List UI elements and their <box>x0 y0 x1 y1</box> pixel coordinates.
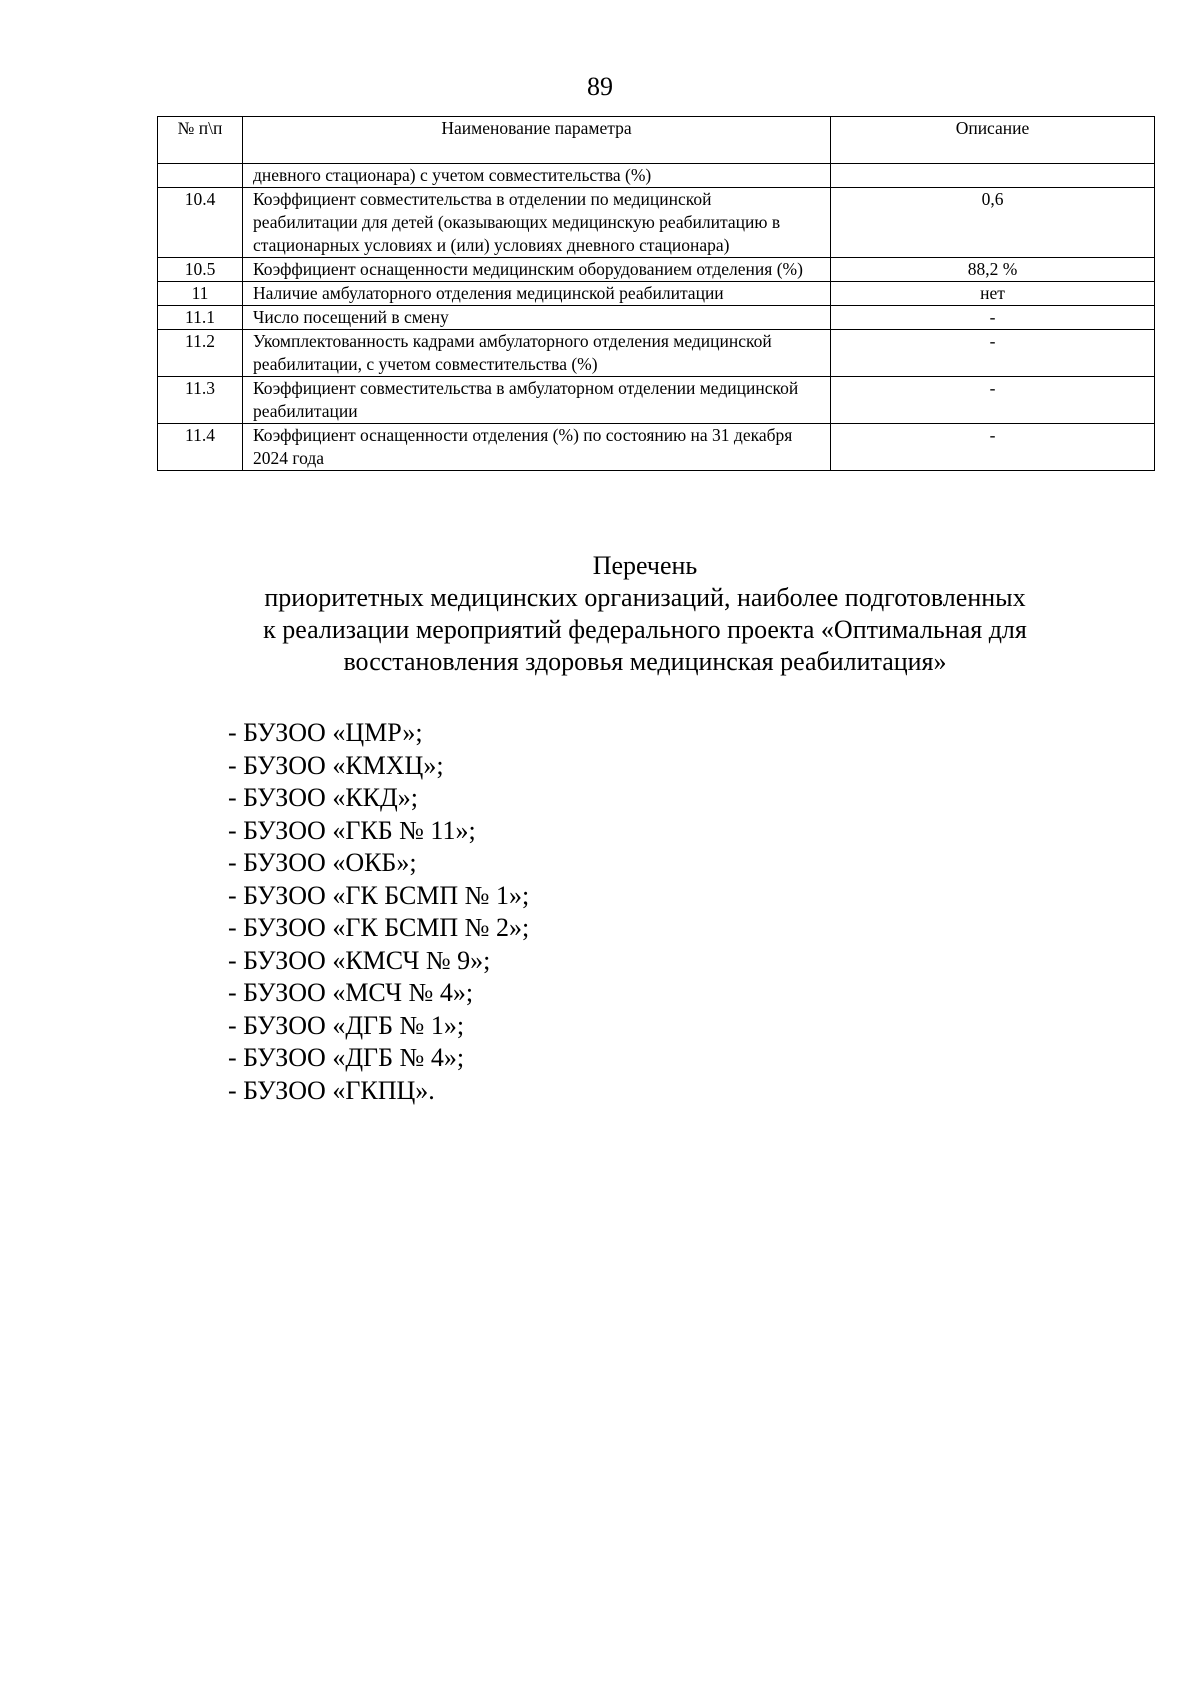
list-item: - БУЗОО «ГКБ № 11»; <box>228 815 476 845</box>
page-number: 89 <box>587 72 613 101</box>
list-item: - БУЗОО «ЦМР»; <box>228 718 423 747</box>
row-description: - <box>831 306 1155 330</box>
list-title-line: к реализации мероприятий федерального проекта «Оптимальная для <box>263 615 1027 644</box>
table-row <box>158 306 1155 330</box>
table-row <box>158 282 1155 306</box>
list-item: - БУЗОО «ГК БСМП № 1»; <box>228 880 530 910</box>
list-item: - БУЗОО «ККД»; <box>228 783 418 812</box>
table-header-row <box>158 117 1155 164</box>
row-description: - <box>831 377 1155 424</box>
row-description <box>831 164 1155 188</box>
row-number: 11.4 <box>158 424 243 471</box>
header-parameter-name: Наименование параметра <box>243 117 831 164</box>
row-description: 0,6 <box>831 188 1155 258</box>
list-title-line: приоритетных медицинских организаций, наиболее подготовленных <box>264 583 1026 612</box>
list-item: - БУЗОО «МСЧ № 4»; <box>228 978 474 1007</box>
row-parameter-name: Укомплектованность кадрами амбулаторного отделения медицинской реабилитации, с учетом совместительства (%) <box>243 330 831 377</box>
row-description: нет <box>831 282 1155 306</box>
list-title <box>180 550 1110 678</box>
row-number <box>158 164 243 188</box>
row-number: 11 <box>158 282 243 306</box>
table-row <box>158 424 1155 471</box>
table-row <box>158 330 1155 377</box>
row-description: - <box>831 330 1155 377</box>
row-parameter-name: Коэффициент совместительства в отделении по медицинской реабилитации для детей (оказывающих медицинскую реабилитацию в стационарных условиях и (или) условиях дневного стационара) <box>243 188 831 258</box>
list-item: - БУЗОО «КМХЦ»; <box>228 750 444 780</box>
list-title-line: восстановления здоровья медицинская реабилитация» <box>343 647 947 676</box>
table-row <box>158 164 1155 188</box>
table-row <box>158 188 1155 258</box>
row-number: 10.4 <box>158 188 243 258</box>
row-parameter-name: Число посещений в смену <box>243 306 831 330</box>
row-number: 10.5 <box>158 258 243 282</box>
row-parameter-name: дневного стационара) с учетом совместительства (%) <box>243 164 831 188</box>
list-item: - БУЗОО «ДГБ № 4»; <box>228 1043 465 1072</box>
list-item: - БУЗОО «ДГБ № 1»; <box>228 1010 465 1040</box>
row-parameter-name: Наличие амбулаторного отделения медицинской реабилитации <box>243 282 831 306</box>
header-number: № п\п <box>158 117 243 164</box>
row-parameter-name: Коэффициент оснащенности медицинским оборудованием отделения (%) <box>243 258 831 282</box>
row-number: 11.2 <box>158 330 243 377</box>
row-description: 88,2 % <box>831 258 1155 282</box>
list-item: - БУЗОО «КМСЧ № 9»; <box>228 945 491 975</box>
row-parameter-name: Коэффициент совместительства в амбулаторном отделении медицинской реабилитации <box>243 377 831 424</box>
list-item: - БУЗОО «ГК БСМП № 2»; <box>228 913 530 942</box>
list-item: - БУЗОО «ОКБ»; <box>228 848 417 877</box>
row-number: 11.1 <box>158 306 243 330</box>
row-number: 11.3 <box>158 377 243 424</box>
header-description: Описание <box>831 117 1155 164</box>
table-row <box>158 377 1155 424</box>
row-description: - <box>831 424 1155 471</box>
table-row <box>158 258 1155 282</box>
row-parameter-name: Коэффициент оснащенности отделения (%) по состоянию на 31 декабря 2024 года <box>243 424 831 471</box>
parameters-table <box>157 116 1155 471</box>
list-title-line: Перечень <box>592 551 698 580</box>
list-item: - БУЗОО «ГКПЦ». <box>228 1075 435 1105</box>
organization-list <box>228 717 529 1107</box>
